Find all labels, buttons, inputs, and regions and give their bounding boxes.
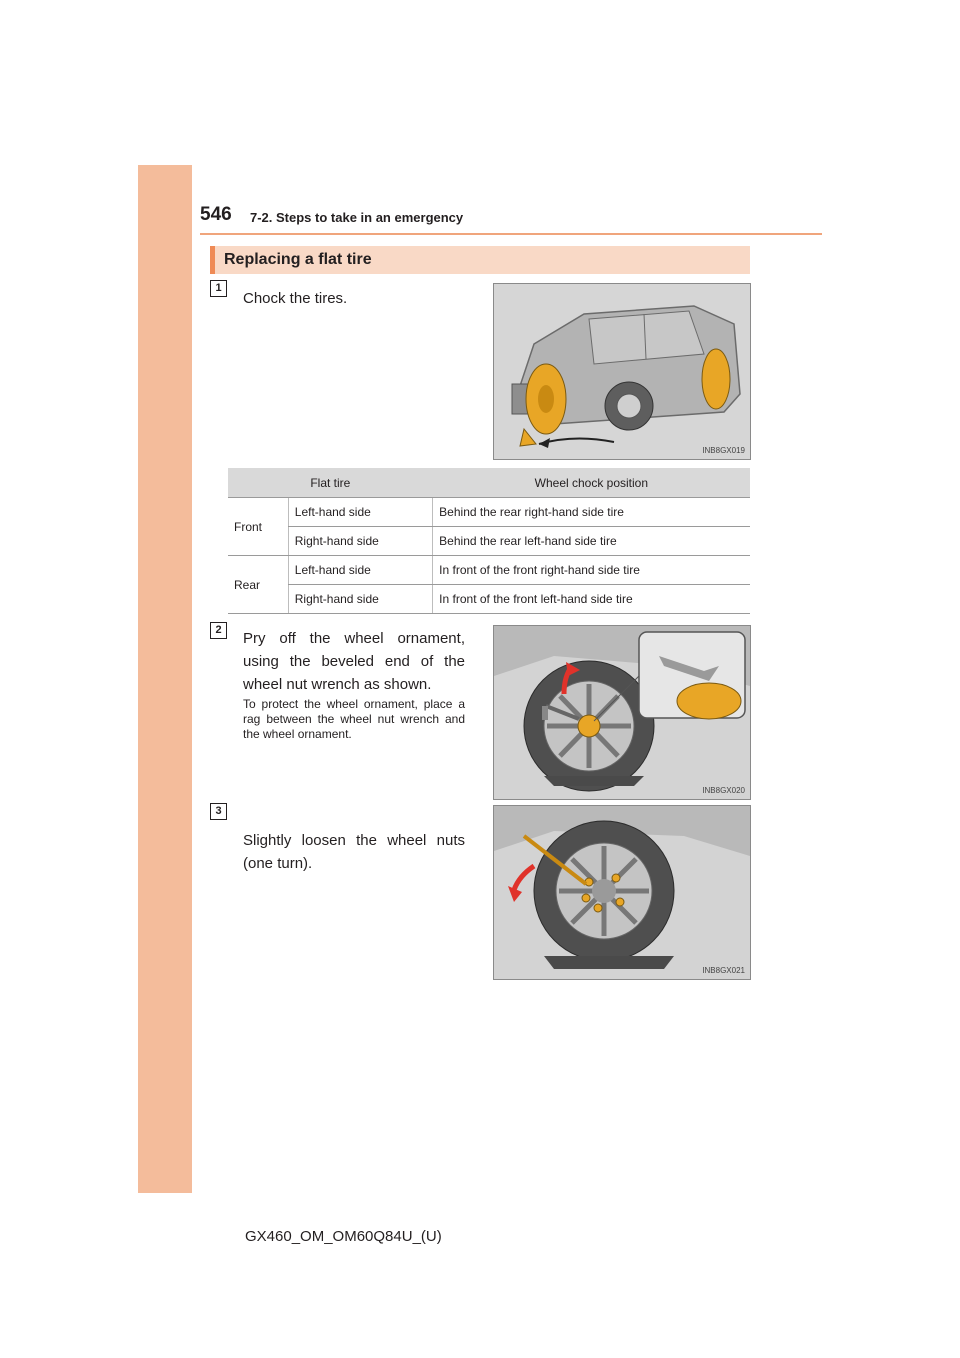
chapter-title: 7-2. Steps to take in an emergency <box>250 210 464 225</box>
section-header <box>210 246 750 274</box>
wheel-chock-table <box>228 468 750 614</box>
illustration-loosen-nuts <box>493 805 751 980</box>
chapter-side-strip <box>138 165 192 1193</box>
illustration-chock-tires <box>493 283 751 460</box>
table-category-rear: Rear <box>228 556 288 614</box>
step-2-note: To protect the wheel ornament, place a rag between the wheel nut wrench and the wheel ornament. <box>243 697 465 741</box>
section-accent <box>210 246 215 274</box>
step-3-text: Slightly loosen the wheel nuts (one turn). <box>243 832 465 872</box>
page-number: 546 <box>200 204 232 225</box>
step-2-text: Pry off the wheel ornament, using the beveled end of the wheel nut wrench as shown. <box>243 630 465 693</box>
table-cell-position: Behind the rear left-hand side tire <box>433 527 750 556</box>
document-code: GX460_OM_OM60Q84U_(U) <box>245 1228 442 1245</box>
header-rule <box>200 233 822 235</box>
step-number-2: 2 <box>210 622 227 639</box>
illustration-code-1: INB8GX019 <box>702 446 745 455</box>
table-cell-side: Right-hand side <box>288 585 432 614</box>
table-cell-position: In front of the front right-hand side tire <box>433 556 750 585</box>
table-header-flat-tire: Flat tire <box>228 468 433 498</box>
step-number-1: 1 <box>210 280 227 297</box>
illustration-code-2: INB8GX020 <box>702 786 745 795</box>
table-row <box>228 527 750 556</box>
table-cell-side: Right-hand side <box>288 527 432 556</box>
table-category-front: Front <box>228 498 288 556</box>
table-row <box>228 498 750 527</box>
suv-chocked-image <box>494 284 750 459</box>
step-number-3: 3 <box>210 803 227 820</box>
loosen-nuts-image <box>494 806 750 979</box>
table-cell-side: Left-hand side <box>288 556 432 585</box>
table-header-chock-position: Wheel chock position <box>433 468 750 498</box>
table-row <box>228 556 750 585</box>
wheel-ornament-image <box>494 626 750 799</box>
illustration-wheel-ornament <box>493 625 751 800</box>
table-cell-side: Left-hand side <box>288 498 432 527</box>
step-1-text: Chock the tires. <box>243 290 348 307</box>
section-title: Replacing a flat tire <box>224 251 372 268</box>
table-row <box>228 585 750 614</box>
table-cell-position: In front of the front left-hand side tire <box>433 585 750 614</box>
illustration-code-3: INB8GX021 <box>702 966 745 975</box>
table-cell-position: Behind the rear right-hand side tire <box>433 498 750 527</box>
table-header-row <box>228 468 750 498</box>
